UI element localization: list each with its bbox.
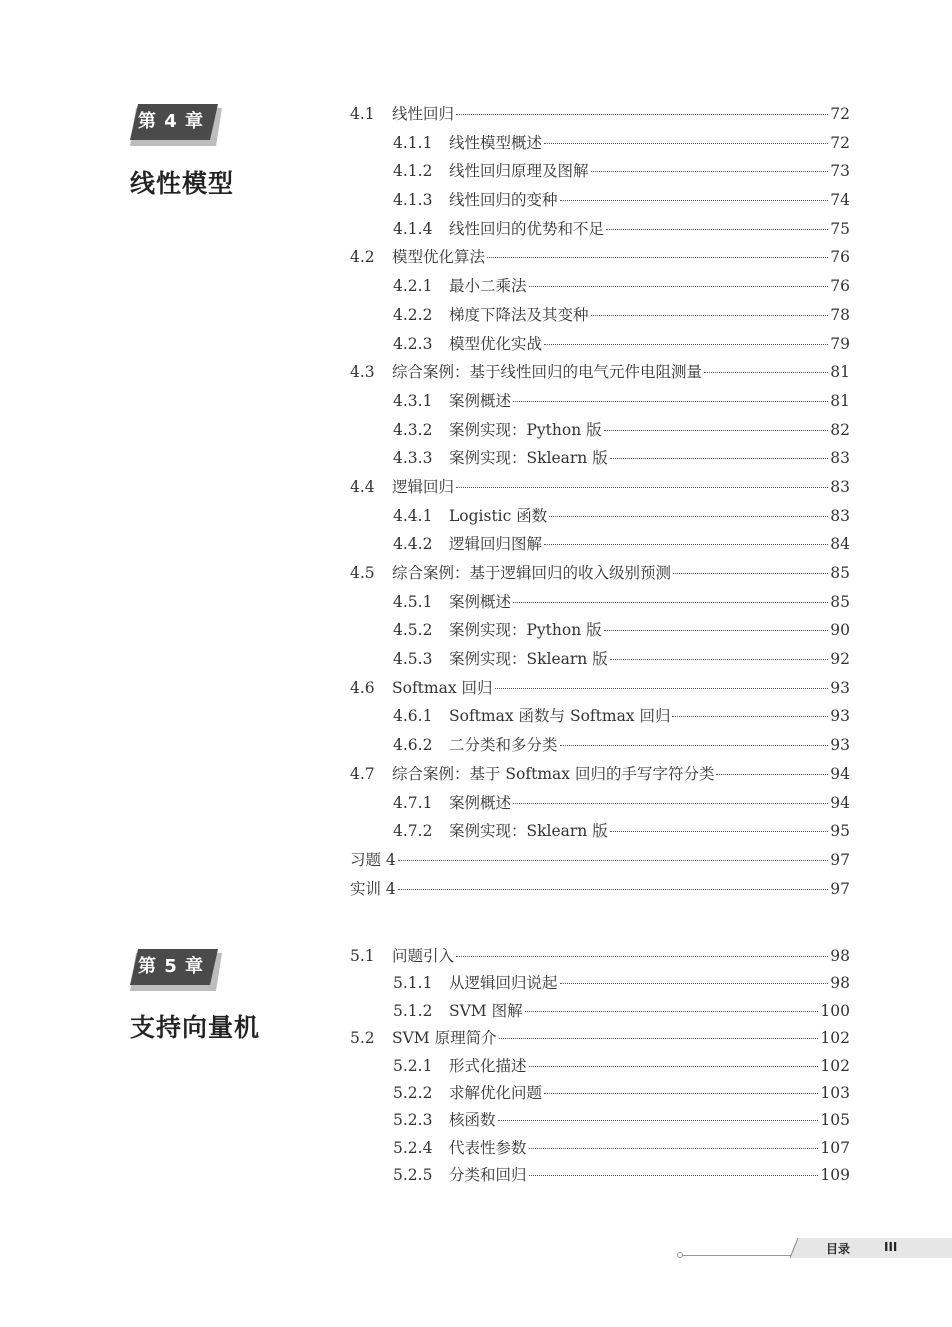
toc-entry[interactable] <box>350 1080 850 1107</box>
toc-entry-number: 5.1 <box>350 947 375 965</box>
toc-entry[interactable] <box>350 129 850 158</box>
toc-entry-page: 90 <box>830 621 850 640</box>
toc-leader-dots <box>560 744 829 746</box>
toc-leader-dots <box>591 170 829 172</box>
toc-entry-label: 案例实现：Python 版 <box>449 420 602 439</box>
chapter-4-toc <box>350 100 850 903</box>
chapter-5-toc <box>350 943 850 1190</box>
toc-entry-number: 4.1.2 <box>393 162 433 181</box>
toc-entry[interactable] <box>350 358 850 387</box>
toc-entry-page: 81 <box>830 391 850 410</box>
toc-leader-dots <box>672 715 828 717</box>
toc-entry[interactable] <box>350 444 850 473</box>
toc-entry[interactable] <box>350 473 850 502</box>
toc-entry-label: 线性回归的优势和不足 <box>449 219 605 238</box>
toc-entry-page: 98 <box>830 947 850 965</box>
chapter-4-title: 线性模型 <box>130 169 235 198</box>
toc-leader-dots <box>544 1092 818 1094</box>
toc-entry-label: 线性回归原理及图解 <box>449 162 589 181</box>
toc-entry-label: Logistic 函数 <box>449 506 548 525</box>
toc-entry-label: Softmax 函数与 Softmax 回归 <box>449 707 671 726</box>
toc-entry-page: 72 <box>830 133 850 152</box>
toc-entry[interactable] <box>350 645 850 674</box>
toc-leader-dots <box>529 285 829 287</box>
toc-entry[interactable] <box>350 970 850 997</box>
toc-leader-dots <box>487 256 828 258</box>
chapter-4-badge-text: 第 4 章 <box>137 111 205 132</box>
toc-entry-number: 4.7.1 <box>393 793 433 812</box>
toc-entry[interactable] <box>350 243 850 272</box>
toc-entry-label: SVM 原理简介 <box>392 1029 497 1048</box>
toc-entry-number: 4.3.2 <box>393 420 433 439</box>
toc-entry-page: 78 <box>830 305 850 324</box>
toc-entry[interactable] <box>350 1053 850 1080</box>
toc-leader-dots <box>525 1010 819 1012</box>
toc-entry[interactable] <box>350 817 850 846</box>
toc-leader-dots <box>544 543 828 545</box>
chapter-4-badge <box>130 104 216 140</box>
toc-entry-number: 4.4.2 <box>393 535 433 554</box>
toc-entry-number: 4.1.1 <box>393 133 433 152</box>
toc-leader-dots <box>529 1147 819 1149</box>
toc-entry-number: 4.4.1 <box>393 506 433 525</box>
footer-tab-shape <box>790 1238 952 1258</box>
toc-entry-number: 4.1.3 <box>393 191 433 210</box>
toc-entry-page: 83 <box>830 477 850 496</box>
toc-entry[interactable] <box>350 559 850 588</box>
toc-entry-label: 分类和回归 <box>449 1166 527 1185</box>
toc-entry-page: 79 <box>830 334 850 353</box>
toc-entry[interactable] <box>350 1135 850 1162</box>
toc-entry-label: 线性回归的变种 <box>449 191 558 210</box>
toc-leader-dots <box>513 400 828 402</box>
footer-dot-icon <box>677 1252 683 1258</box>
toc-entry-label: 最小二乘法 <box>449 277 527 296</box>
toc-leader-dots <box>610 457 829 459</box>
toc-leader-dots <box>610 658 829 660</box>
toc-entry-label: 案例实现：Sklearn 版 <box>449 822 608 841</box>
toc-entry-label: 逻辑回归 <box>392 477 455 496</box>
toc-entry[interactable] <box>350 943 850 970</box>
toc-entry-number: 4.5 <box>350 564 375 582</box>
toc-entry-number: 4.7.2 <box>393 822 433 841</box>
toc-entry-label: SVM 图解 <box>449 1001 523 1020</box>
toc-entry[interactable] <box>350 301 850 330</box>
toc-leader-dots <box>716 773 828 775</box>
toc-entry[interactable] <box>350 530 850 559</box>
toc-leader-dots <box>456 113 828 115</box>
toc-entry-number: 5.1.2 <box>393 1001 433 1020</box>
toc-entry-label: 综合案例：基于 Softmax 回归的手写字符分类 <box>392 764 715 783</box>
toc-entry-number: 4.7 <box>350 764 375 783</box>
toc-entry[interactable] <box>350 731 850 760</box>
toc-entry[interactable] <box>350 760 850 789</box>
toc-entry-page: 93 <box>830 736 850 755</box>
toc-entry-page: 103 <box>820 1083 850 1102</box>
toc-entry-page: 97 <box>830 879 850 898</box>
toc-entry-number: 4.6.2 <box>393 736 433 755</box>
toc-leader-dots <box>513 802 828 804</box>
toc-entry[interactable] <box>350 502 850 531</box>
toc-entry-label: 问题引入 <box>392 947 455 965</box>
toc-entry-page: 93 <box>830 707 850 726</box>
toc-entry-label: 案例实现：Python 版 <box>449 621 602 640</box>
toc-entry-page: 85 <box>830 592 850 611</box>
toc-entry-label: 案例概述 <box>449 793 512 812</box>
chapter-5-badge-text: 第 5 章 <box>137 956 205 977</box>
footer-rule <box>680 1255 802 1256</box>
toc-entry-label: 案例概述 <box>449 592 512 611</box>
toc-leader-dots <box>560 982 829 984</box>
toc-entry-page: 83 <box>830 506 850 525</box>
toc-entry-label: 案例实现：Sklearn 版 <box>449 449 608 468</box>
toc-entry-page: 100 <box>820 1001 850 1020</box>
toc-entry-page: 98 <box>830 974 850 993</box>
footer-page-number: III <box>884 1240 898 1254</box>
toc-entry-page: 94 <box>830 793 850 812</box>
toc-leader-dots <box>456 955 828 957</box>
chapter-5-badge <box>130 949 216 985</box>
toc-leader-dots <box>398 859 828 861</box>
chapter-5-title: 支持向量机 <box>130 1013 261 1042</box>
toc-leader-dots <box>560 199 829 201</box>
toc-entry-number: 5.2.4 <box>393 1138 433 1157</box>
toc-entry-label: 求解优化问题 <box>449 1083 543 1102</box>
toc-entry-page: 102 <box>820 1056 850 1075</box>
toc-entry-page: 107 <box>820 1138 850 1157</box>
toc-entry-number: 5.1.1 <box>393 974 433 993</box>
toc-leader-dots <box>529 1065 819 1067</box>
toc-leader-dots <box>498 1119 819 1121</box>
toc-entry[interactable] <box>350 330 850 359</box>
toc-entry-page: 85 <box>830 564 850 582</box>
toc-leader-dots <box>529 1174 819 1176</box>
toc-entry-label: 习题 4 <box>350 850 396 869</box>
toc-entry-page: 74 <box>830 191 850 210</box>
toc-entry-page: 76 <box>830 277 850 296</box>
toc-entry[interactable] <box>350 186 850 215</box>
toc-entry-number: 4.6.1 <box>393 707 433 726</box>
toc-entry-label: 形式化描述 <box>449 1056 527 1075</box>
toc-entry-number: 5.2.2 <box>393 1083 433 1102</box>
toc-entry[interactable] <box>350 875 850 904</box>
toc-leader-dots <box>610 830 829 832</box>
toc-entry[interactable] <box>350 702 850 731</box>
toc-entry[interactable] <box>350 1025 850 1052</box>
toc-entry-number: 4.1 <box>350 105 375 123</box>
toc-entry-page: 76 <box>830 248 850 267</box>
toc-entry-number: 4.3 <box>350 363 375 382</box>
toc-entry[interactable] <box>350 100 850 129</box>
toc-entry-page: 109 <box>820 1166 850 1185</box>
toc-entry[interactable] <box>350 215 850 244</box>
toc-entry-number: 4.4 <box>350 477 375 496</box>
toc-entry[interactable] <box>350 1107 850 1134</box>
toc-leader-dots <box>673 572 828 574</box>
toc-entry-label: 核函数 <box>449 1111 496 1130</box>
toc-entry-page: 72 <box>830 105 850 123</box>
toc-leader-dots <box>591 314 829 316</box>
toc-entry-page: 83 <box>830 449 850 468</box>
toc-entry-label: 线性模型概述 <box>449 133 543 152</box>
toc-leader-dots <box>604 629 829 631</box>
footer-section-label: 目录 <box>826 1242 851 1256</box>
toc-entry-page: 105 <box>820 1111 850 1130</box>
toc-entry-number: 4.5.3 <box>393 650 433 669</box>
toc-entry-number: 5.2 <box>350 1029 375 1048</box>
toc-entry-page: 102 <box>820 1029 850 1048</box>
toc-entry-label: 综合案例：基于线性回归的电气元件电阻测量 <box>392 363 703 382</box>
toc-entry-label: 线性回归 <box>392 105 455 123</box>
toc-entry-label: 综合案例：基于逻辑回归的收入级别预测 <box>392 564 672 582</box>
toc-leader-dots <box>704 371 828 373</box>
toc-entry-label: 案例实现：Sklearn 版 <box>449 650 608 669</box>
toc-leader-dots <box>604 429 829 431</box>
toc-entry-label: 实训 4 <box>350 879 396 898</box>
toc-entry-number: 4.2 <box>350 248 375 267</box>
toc-entry-page: 81 <box>830 363 850 382</box>
toc-entry-page: 82 <box>830 420 850 439</box>
toc-entry-number: 4.2.2 <box>393 305 433 324</box>
toc-leader-dots <box>456 486 828 488</box>
toc-entry[interactable] <box>350 157 850 186</box>
toc-entry-number: 5.2.3 <box>393 1111 433 1130</box>
toc-entry-label: 模型优化实战 <box>449 334 543 353</box>
toc-entry[interactable] <box>350 846 850 875</box>
toc-entry-number: 4.2.3 <box>393 334 433 353</box>
toc-entry[interactable] <box>350 387 850 416</box>
toc-leader-dots <box>606 228 828 230</box>
toc-entry[interactable] <box>350 616 850 645</box>
toc-entry-number: 5.2.1 <box>393 1056 433 1075</box>
toc-entry-page: 92 <box>830 650 850 669</box>
toc-leader-dots <box>499 1037 819 1039</box>
toc-leader-dots <box>544 142 828 144</box>
toc-entry-number: 4.1.4 <box>393 219 433 238</box>
toc-entry[interactable] <box>350 1162 850 1189</box>
toc-entry-label: 案例概述 <box>449 391 512 410</box>
toc-entry-label: 二分类和多分类 <box>449 736 558 755</box>
toc-entry[interactable] <box>350 674 850 703</box>
toc-leader-dots <box>549 515 828 517</box>
toc-entry-number: 5.2.5 <box>393 1166 433 1185</box>
toc-entry-page: 97 <box>830 850 850 869</box>
toc-leader-dots <box>398 888 828 890</box>
toc-leader-dots <box>495 687 829 689</box>
toc-entry-page: 75 <box>830 219 850 238</box>
toc-entry-label: 从逻辑回归说起 <box>449 974 558 993</box>
toc-entry-label: 代表性参数 <box>449 1138 527 1157</box>
toc-entry[interactable] <box>350 272 850 301</box>
toc-entry-number: 4.3.1 <box>393 391 433 410</box>
toc-entry[interactable] <box>350 789 850 818</box>
toc-entry-label: 逻辑回归图解 <box>449 535 543 554</box>
toc-entry-page: 84 <box>830 535 850 554</box>
toc-entry-page: 94 <box>830 764 850 783</box>
toc-entry-number: 4.5.2 <box>393 621 433 640</box>
toc-leader-dots <box>513 601 828 603</box>
toc-entry-number: 4.6 <box>350 678 375 697</box>
toc-entry-label: Softmax 回归 <box>392 678 493 697</box>
toc-entry-label: 梯度下降法及其变种 <box>449 305 589 324</box>
toc-entry-number: 4.3.3 <box>393 449 433 468</box>
toc-entry[interactable] <box>350 416 850 445</box>
toc-leader-dots <box>544 343 828 345</box>
toc-entry-page: 93 <box>830 678 850 697</box>
toc-entry-page: 73 <box>830 162 850 181</box>
toc-entry-label: 模型优化算法 <box>392 248 486 267</box>
toc-entry-number: 4.2.1 <box>393 277 433 296</box>
toc-entry[interactable] <box>350 588 850 617</box>
toc-entry[interactable] <box>350 998 850 1025</box>
toc-entry-number: 4.5.1 <box>393 592 433 611</box>
toc-entry-page: 95 <box>830 822 850 841</box>
